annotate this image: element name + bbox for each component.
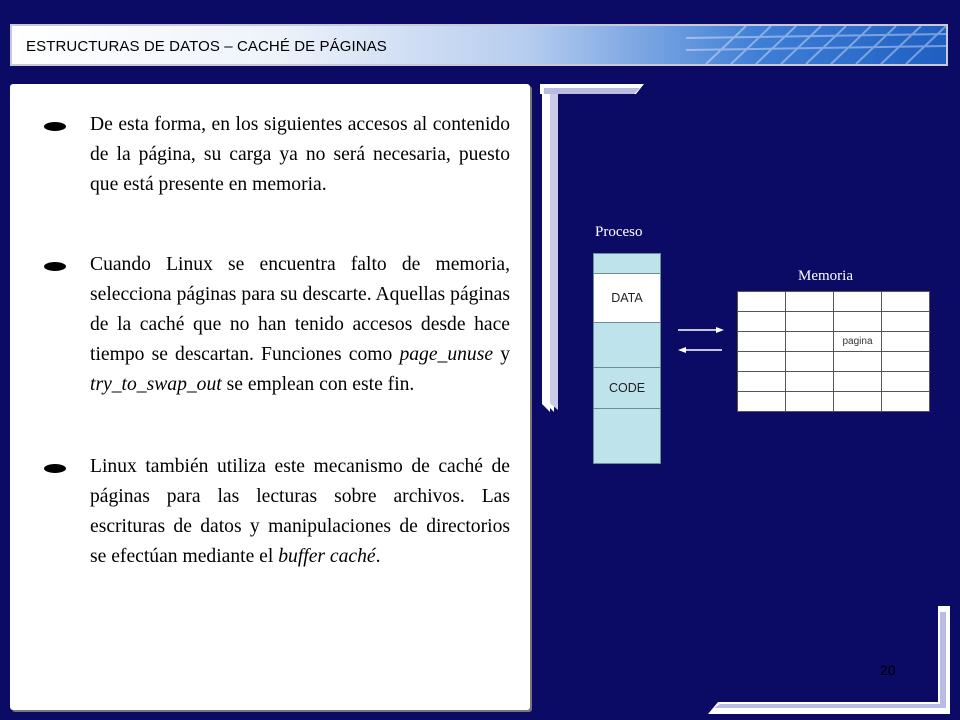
memory-cell-page: pagina <box>834 332 882 352</box>
memory-row <box>738 292 930 312</box>
code-segment <box>593 367 661 409</box>
function-name: page_unuse <box>399 344 494 365</box>
grid-decoration <box>686 26 946 64</box>
bullet-text-segment: y <box>493 344 510 365</box>
data-segment <box>593 273 661 323</box>
process-segment <box>593 322 661 368</box>
bullet-text <box>90 110 510 200</box>
content-panel <box>10 84 530 710</box>
memory-cell <box>786 392 834 412</box>
process-label: Proceso <box>595 224 643 240</box>
bullet-text <box>90 250 510 400</box>
process-segments <box>593 254 661 464</box>
memory-cell <box>786 292 834 312</box>
bullet-marker <box>44 262 66 271</box>
frame-corner-bottom-right <box>700 604 952 716</box>
bullet-marker <box>44 122 66 131</box>
memory-cell <box>786 372 834 392</box>
memory-cell <box>882 392 930 412</box>
memory-row <box>738 312 930 332</box>
memory-cell <box>834 292 882 312</box>
memory-cell <box>882 372 930 392</box>
memory-grid <box>737 291 930 412</box>
memory-row <box>738 372 930 392</box>
memory-row <box>738 392 930 412</box>
memory-label: Memoria <box>798 268 853 284</box>
bullet-text <box>90 452 510 572</box>
memory-cell <box>834 392 882 412</box>
memory-cell <box>882 292 930 312</box>
term-emphasis: buffer caché <box>278 546 376 567</box>
memory-cell <box>882 352 930 372</box>
page-number: 20 <box>880 662 896 678</box>
memory-cell <box>738 292 786 312</box>
frame-top-edge <box>540 82 650 98</box>
process-segment <box>593 408 661 464</box>
memory-row <box>738 332 930 352</box>
memory-row <box>738 352 930 372</box>
title-bar <box>10 24 948 66</box>
bullet-text-segment: . <box>375 546 381 567</box>
bullet-text-segment: De esta forma, en los siguientes accesos al contenido de la página, su carga ya no será necesaria, puesto que está presente en memoria. <box>90 114 510 195</box>
bullet-marker <box>44 464 66 473</box>
memory-cell <box>738 312 786 332</box>
memory-cell <box>834 352 882 372</box>
code-segment-label: CODE <box>608 381 646 395</box>
slide-title: ESTRUCTURAS DE DATOS – CACHÉ DE PÁGINAS <box>26 38 387 55</box>
memory-cell <box>738 352 786 372</box>
memory-cell <box>738 332 786 352</box>
memory-cell <box>738 372 786 392</box>
frame-corner-top-left <box>540 82 560 414</box>
memory-cell <box>834 312 882 332</box>
process-segment <box>593 253 661 274</box>
bullet-text-segment: Cuando Linux se encuentra falto de memoria, selecciona páginas para su descarte. Aquellas páginas de la caché que no han tenido accesos desde hace tiempo se descartan. Funciones como <box>90 254 510 365</box>
function-name: try_to_swap_out <box>90 374 222 395</box>
memory-cell <box>786 312 834 332</box>
memory-cell <box>786 352 834 372</box>
memory-cell <box>882 312 930 332</box>
memory-cell <box>738 392 786 412</box>
memory-cell <box>786 332 834 352</box>
bullet-text-segment: Linux también utiliza este mecanismo de caché de páginas para las lecturas sobre archivos. Las escrituras de datos y manipulaciones de directorios se efectúan mediante el <box>90 456 510 567</box>
memory-cell <box>882 332 930 352</box>
transfer-arrows <box>676 318 726 360</box>
memory-cell <box>834 372 882 392</box>
data-segment-label: DATA <box>611 291 643 305</box>
bullet-text-segment: se emplean con este fin. <box>221 374 415 395</box>
